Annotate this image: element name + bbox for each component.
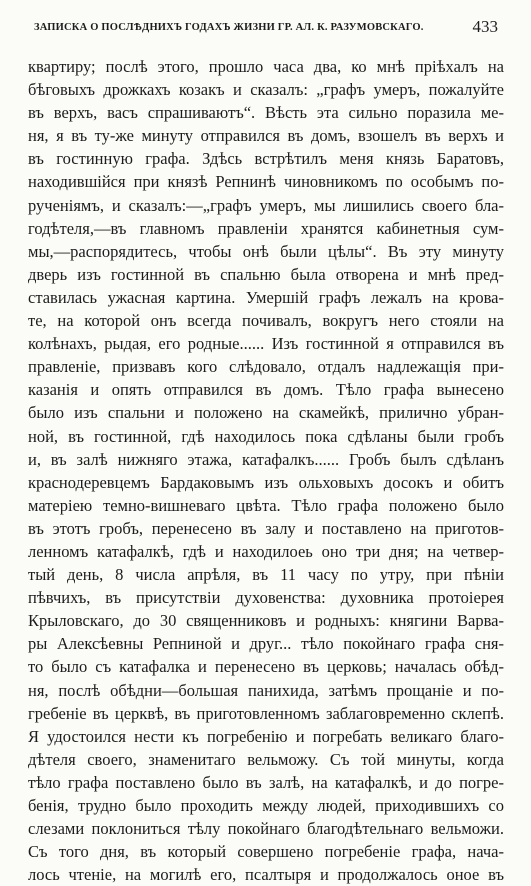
text-line: те, на которой онъ всегда почивалъ, вокругъ него стояли на xyxy=(28,311,504,331)
text-line: дѣтеля своего, знаменитаго вельможу. Съ той минуты, когда xyxy=(28,749,504,769)
text-line: ня, послѣ обѣдни—большая панихида, затѣмъ прощаніе и по- xyxy=(28,680,504,700)
body-text xyxy=(28,55,504,886)
text-line: тый день, 8 числа апрѣля, въ 11 часу по утру, при пѣніи xyxy=(28,565,504,585)
text-line: матеріею темно-вишневаго цвѣта. Тѣло графа положено было xyxy=(28,495,504,515)
text-line: правленіе, призвавъ кого слѣдовало, отдалъ надлежащія при- xyxy=(28,357,504,377)
text-line: тѣло графа поставлено было въ залѣ, на катафалкѣ, и до погре- xyxy=(28,772,504,792)
text-line: въ верхъ, васъ спрашиваютъ“. Вѣсть эта сильно поразила ме- xyxy=(28,103,504,123)
text-line: въ гостинную графа. Здѣсь встрѣтилъ меня князь Баратовъ, xyxy=(28,149,504,169)
text-line: ленномъ катафалкѣ, гдѣ и находилоеь оно три дня; на четвер- xyxy=(28,541,504,561)
text-line: дверь изъ гостинной въ спальню была отворена и мнѣ пред- xyxy=(28,264,504,284)
text-line: ня, я въ ту-же минуту отправился въ домъ, взошелъ въ верхъ и xyxy=(28,126,504,146)
text-line: мы,—распорядитесь, чтобы онѣ были цѣлы“. Въ эту минуту xyxy=(28,241,504,261)
text-line: ры Алексѣевны Репниной и друг... тѣло покойнаго графа сня- xyxy=(28,634,504,654)
text-line: колѣнахъ, рыдая, его родные...... Изъ гостинной я отправился въ xyxy=(28,334,504,354)
text-line: гребеніе въ церквѣ, въ приготовленномъ заблаговременно склепѣ. xyxy=(28,703,504,723)
text-line: квартиру; послѣ этого, прошло часа два, ко мнѣ пріѣхалъ на xyxy=(28,57,504,76)
text-line: Крыловскаго, до 30 священниковъ и родныхъ: княгини Варва- xyxy=(28,611,504,631)
text-line: бѣговыхъ дрожкахъ козакъ и сказалъ: „графъ умеръ, пожалуйте xyxy=(28,80,504,100)
text-line: и, въ залѣ нижняго этажа, катафалкъ...... Гробъ былъ сдѣланъ xyxy=(28,449,504,469)
text-line: пѣвчихъ, въ присутствіи духовенства: духовника протоіерея xyxy=(28,588,504,608)
text-line: лось чтеніе, на могилѣ его, псалтыря и продолжалось оное въ xyxy=(28,865,504,885)
text-line: годѣтеля,—въ главномъ правленіи хранятся кабинетныя сум- xyxy=(28,218,504,238)
text-line: Съ того дня, въ который совершено погребеніе графа, нача- xyxy=(28,842,504,862)
running-header xyxy=(28,18,498,38)
text-line: находившійся при князѣ Репнинѣ чиновникомъ по особымъ по- xyxy=(28,172,504,192)
text-line: ной, въ гостинной, гдѣ находилось пока сдѣланы были гробъ xyxy=(28,426,504,446)
text-line: бенія, трудно было проходить между людей, приходившихъ со xyxy=(28,796,504,815)
text-line: слезами поклониться тѣлу покойнаго благодѣтельнаго вельможи. xyxy=(28,819,504,839)
page-number: 433 xyxy=(472,17,498,36)
text-line: было изъ спальни и положено на скамейкѣ, прилично убран- xyxy=(28,403,504,423)
text-line: ставилась ужасная картина. Умершій графъ лежалъ на крова- xyxy=(28,287,504,307)
text-line: въ этотъ гробъ, перенесено въ залу и поставлено на приготов- xyxy=(28,518,504,538)
text-line: краснодеревцемъ Бардаковымъ изъ ольховыхъ досокъ и обитъ xyxy=(28,472,504,492)
text-line: рученіямъ, и сказалъ:—„графъ умеръ, мы лишились своего бла- xyxy=(28,195,504,215)
text-line: Я удостоился нести къ погребенію и погребать великаго благо- xyxy=(28,726,504,746)
header-title: ЗАПИСКА О ПОСЛѢДНИХЪ ГОДАХЪ ЖИЗНИ ГР. АЛ. К. РАЗУМОВСКАГО. xyxy=(34,22,424,33)
text-line: то было съ катафалка и перенесено въ церковь; началась обѣд- xyxy=(28,657,504,677)
text-line: казанія и опять отправился въ домъ. Тѣло графа вынесено xyxy=(28,380,504,400)
